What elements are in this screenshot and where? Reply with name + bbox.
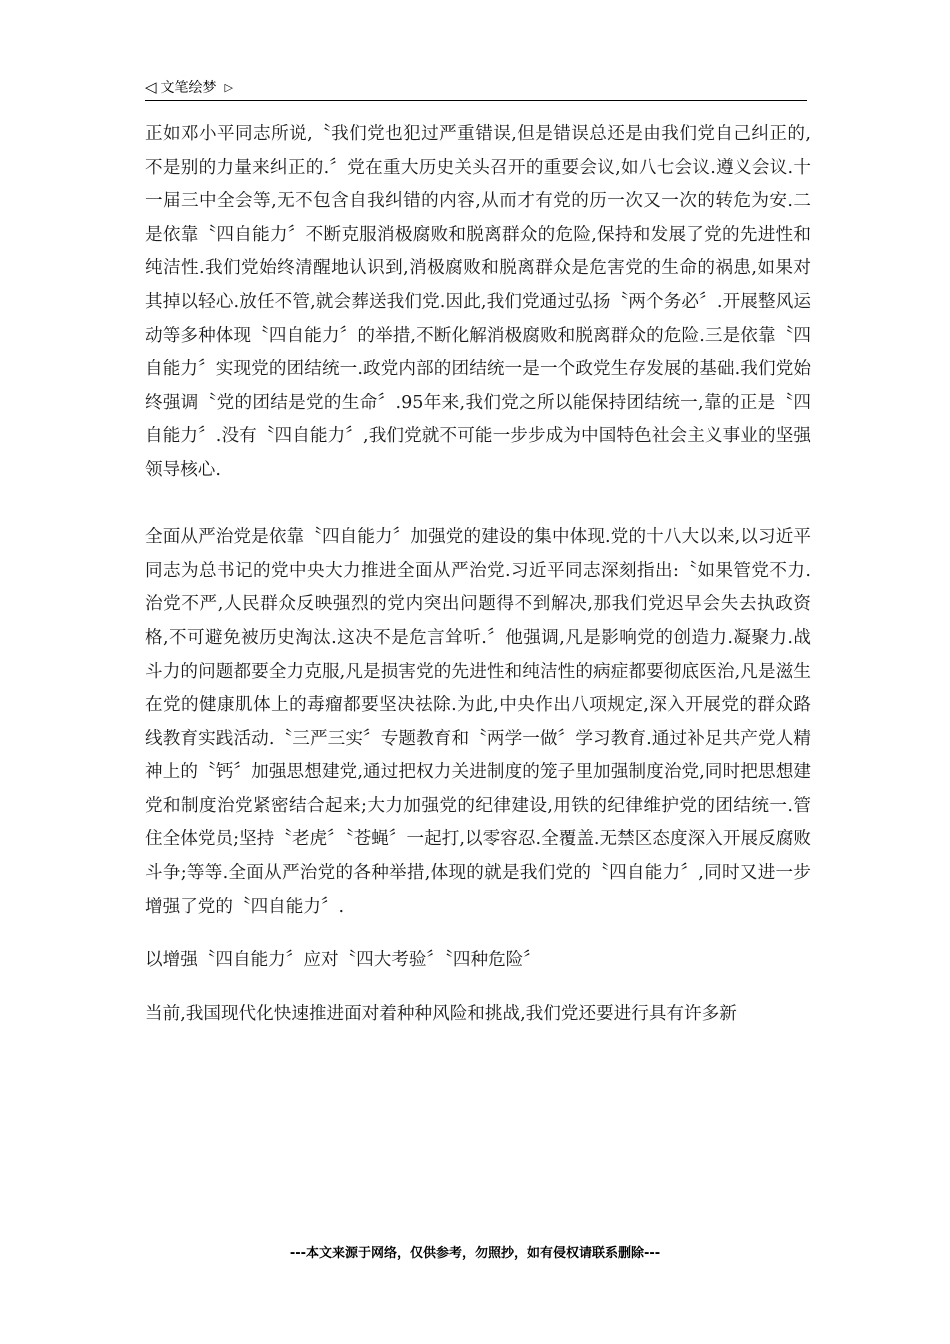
paragraph-2: 全面从严治党是依靠〝四自能力〞加强党的建设的集中体现.党的十八大以来,以习近平同志为总书记的党中央大力推进全面从严治党.习近平同志深刻指出:〝如果管党不力.治党不严,人民群众反映强烈的党内突出问题得不到解决,那我们党迟早会失去执政资格,不可避免被历史淘汰.这决不是危言耸听.〞他强调,凡是影响党的创造力.凝聚力.战斗力的问题都要全力克服,凡是损害党的先进性和纯洁性的病症都要彻底医治,凡是滋生在党的健康肌体上的毒瘤都要坚决祛除.为此,中央作出八项规定,深入开展党的群众路线教育实践活动.〝三严三实〞专题教育和〝两学一做〞学习教育.通过补足共产党人精神上的〝钙〞加强思想建党,通过把权力关进制度的笼子里加强制度治党,同时把思想建党和制度治党紧密结合起来;大力加强党的纪律建设,用铁的纪律维护党的团结统一.管住全体党员;坚持〝老虎〞〝苍蝇〞一起打,以零容忍.全覆盖.无禁区态度深入开展反腐败斗争;等等.全面从严治党的各种举措,体现的就是我们党的〝四自能力〞,同时又进一步增强了党的〝四自能力〞. [145,527,811,917]
left-triangle-icon: ◁ [145,77,157,96]
right-triangle-icon: ▷ [224,80,234,94]
section-heading: 以增强〝四自能力〞应对〝四大考验〞〝四种危险〞 [145,950,541,971]
document-body [145,118,811,1031]
paragraph-1: 正如邓小平同志所说,〝我们党也犯过严重错误,但是错误总还是由我们党自己纠正的,不是别的力量来纠正的.〞党在重大历史关头召开的重要会议,如八七会议.遵义会议.十一届三中全会等,无不包含自我纠错的内容,从而才有党的历一次又一次的转危为安.二是依靠〝四自能力〞不断克服消极腐败和脱离群众的危险,保持和发展了党的先进性和纯洁性.我们党始终清醒地认识到,消极腐败和脱离群众是危害党的生命的祸患,如果对其掉以轻心.放任不管,就会葬送我们党.因此,我们党通过弘扬〝两个务必〞.开展整风运动等多种体现〝四自能力〞的举措,不断化解消极腐败和脱离群众的危险.三是依靠〝四自能力〞实现党的团结统一.政党内部的团结统一是一个政党生存发展的基础.我们党始终强调〝党的团结是党的生命〞.95年来,我们党之所以能保持团结统一,靠的正是〝四自能力〞.没有〝四自能力〞,我们党就不可能一步步成为中国特色社会主义事业的坚强领导核心. [145,124,811,480]
footer-notice: ---本文来源于网络，仅供参考，勿照抄，如有侵权请联系删除--- [289,1246,661,1261]
paragraph-3: 当前,我国现代化快速推进面对着种种风险和挑战,我们党还要进行具有许多新 [145,1003,737,1024]
page-header [145,74,807,101]
header-title: 文笔绘梦 [160,80,217,96]
